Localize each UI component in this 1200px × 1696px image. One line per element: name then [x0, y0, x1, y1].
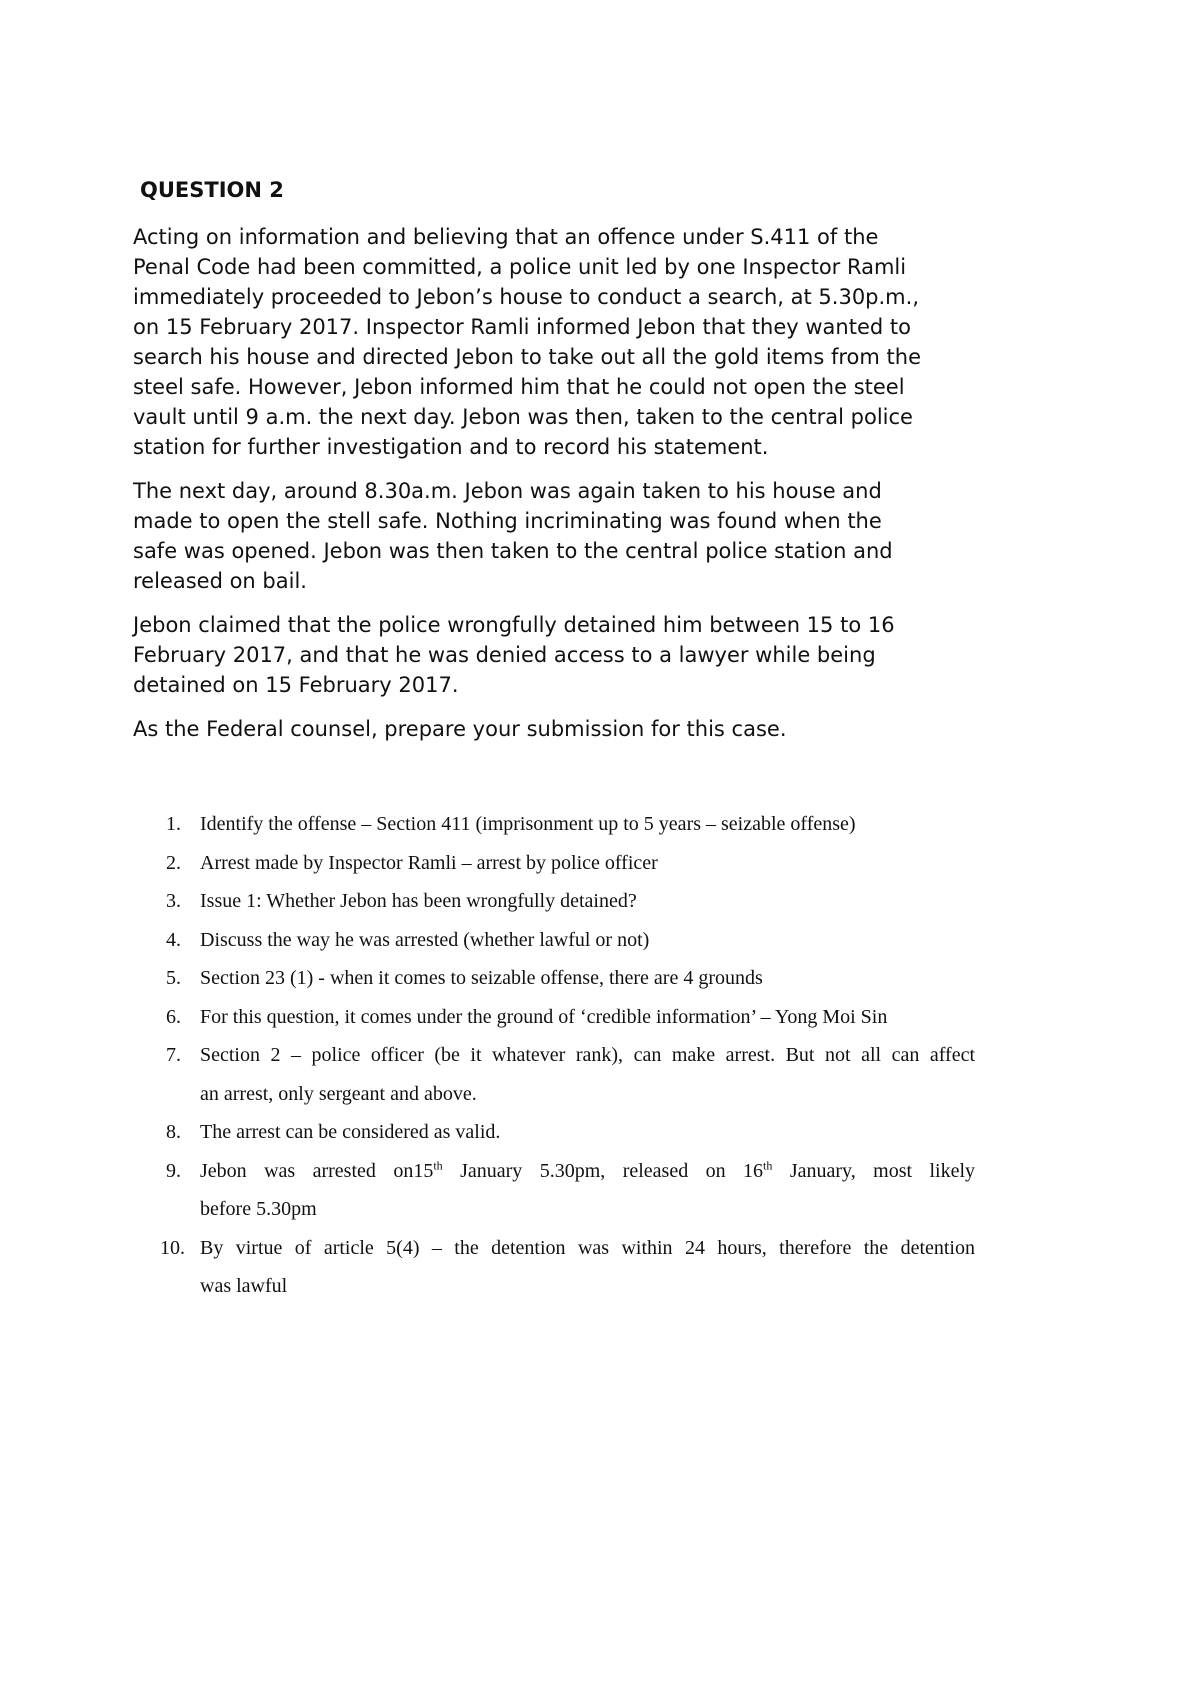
text-line: was lawful — [200, 1275, 288, 1297]
text-line: Acting on information and believing that an offence under S.411 of the — [133, 225, 879, 249]
list-number: 4. — [166, 928, 181, 951]
text-line: immediately proceeded to Jebon’s house to conduct a search, at 5.30p.m., — [133, 285, 919, 309]
list-item — [160, 1113, 975, 1152]
answer-notes-list — [160, 805, 975, 1306]
text-line: Issue 1: Whether Jebon has been wrongfully detained? — [200, 890, 637, 912]
text-line: released on bail. — [133, 569, 307, 593]
text-run: Jebon was arrested on15 — [200, 1159, 434, 1182]
text-line: Discuss the way he was arrested (whether lawful or not) — [200, 928, 650, 951]
list-item — [160, 998, 975, 1037]
text-line: For this question, it comes under the ground of ‘credible information’ – Yong Moi Sin — [200, 1005, 888, 1028]
list-number: 7. — [166, 1044, 181, 1066]
text-line: steel safe. However, Jebon informed him that he could not open the steel — [133, 375, 905, 399]
list-item — [160, 1152, 975, 1229]
list-item — [160, 805, 975, 844]
text-line: The next day, around 8.30a.m. Jebon was again taken to his house and — [133, 479, 882, 503]
text-line: As the Federal counsel, prepare your submission for this case. — [133, 717, 787, 741]
text-line: By virtue of article 5(4) – the detention was within 24 hours, therefore the detention — [200, 1236, 975, 1259]
text-line: station for further investigation and to record his statement. — [133, 435, 769, 459]
list-item — [160, 1036, 975, 1113]
text-line: search his house and directed Jebon to take out all the gold items from the — [133, 345, 921, 369]
text-line: detained on 15 February 2017. — [133, 673, 459, 697]
text-line: on 15 February 2017. Inspector Ramli informed Jebon that they wanted to — [133, 315, 911, 339]
list-number: 1. — [166, 813, 181, 835]
list-number: 5. — [166, 967, 181, 989]
text-run: January, most likely — [772, 1159, 975, 1182]
text-line: safe was opened. Jebon was then taken to the central police station and — [133, 539, 893, 563]
question-body — [133, 222, 993, 758]
list-item — [160, 921, 975, 960]
superscript: th — [763, 1157, 773, 1172]
text-line — [200, 1152, 975, 1191]
text-line: Section 23 (1) - when it comes to seizable offense, there are 4 grounds — [200, 967, 763, 989]
list-number: 6. — [166, 1005, 181, 1028]
list-item — [160, 882, 975, 921]
list-number: 2. — [166, 851, 181, 874]
text-line: Identify the offense – Section 411 (imprisonment up to 5 years – seizable offense) — [200, 813, 856, 835]
text-line: an arrest, only sergeant and above. — [200, 1082, 477, 1105]
text-line: vault until 9 a.m. the next day. Jebon was then, taken to the central police — [133, 405, 913, 429]
text-line: made to open the stell safe. Nothing incriminating was found when the — [133, 509, 882, 533]
text-line: Arrest made by Inspector Ramli – arrest by police officer — [200, 851, 658, 874]
text-line: Jebon claimed that the police wrongfully detained him between 15 to 16 — [133, 613, 895, 637]
list-number: 9. — [166, 1159, 181, 1182]
paragraph-facts — [133, 222, 993, 462]
text-line: before 5.30pm — [200, 1198, 317, 1220]
paragraph-task — [133, 714, 993, 744]
list-item — [160, 959, 975, 998]
list-number: 3. — [166, 890, 181, 912]
superscript: th — [433, 1157, 443, 1172]
list-item — [160, 1229, 975, 1306]
text-line: Section 2 – police officer (be it whatever rank), can make arrest. But not all can affect — [200, 1044, 975, 1066]
paragraph-claim — [133, 610, 993, 700]
question-title: QUESTION 2 — [140, 178, 284, 202]
text-line: February 2017, and that he was denied access to a lawyer while being — [133, 643, 876, 667]
paragraph-next-day — [133, 476, 993, 596]
text-line: Penal Code had been committed, a police unit led by one Inspector Ramli — [133, 255, 907, 279]
list-number: 8. — [166, 1121, 181, 1143]
list-item — [160, 844, 975, 883]
list-number: 10. — [160, 1236, 185, 1259]
text-line: The arrest can be considered as valid. — [200, 1121, 501, 1143]
text-run: January 5.30pm, released on 16 — [442, 1159, 764, 1182]
